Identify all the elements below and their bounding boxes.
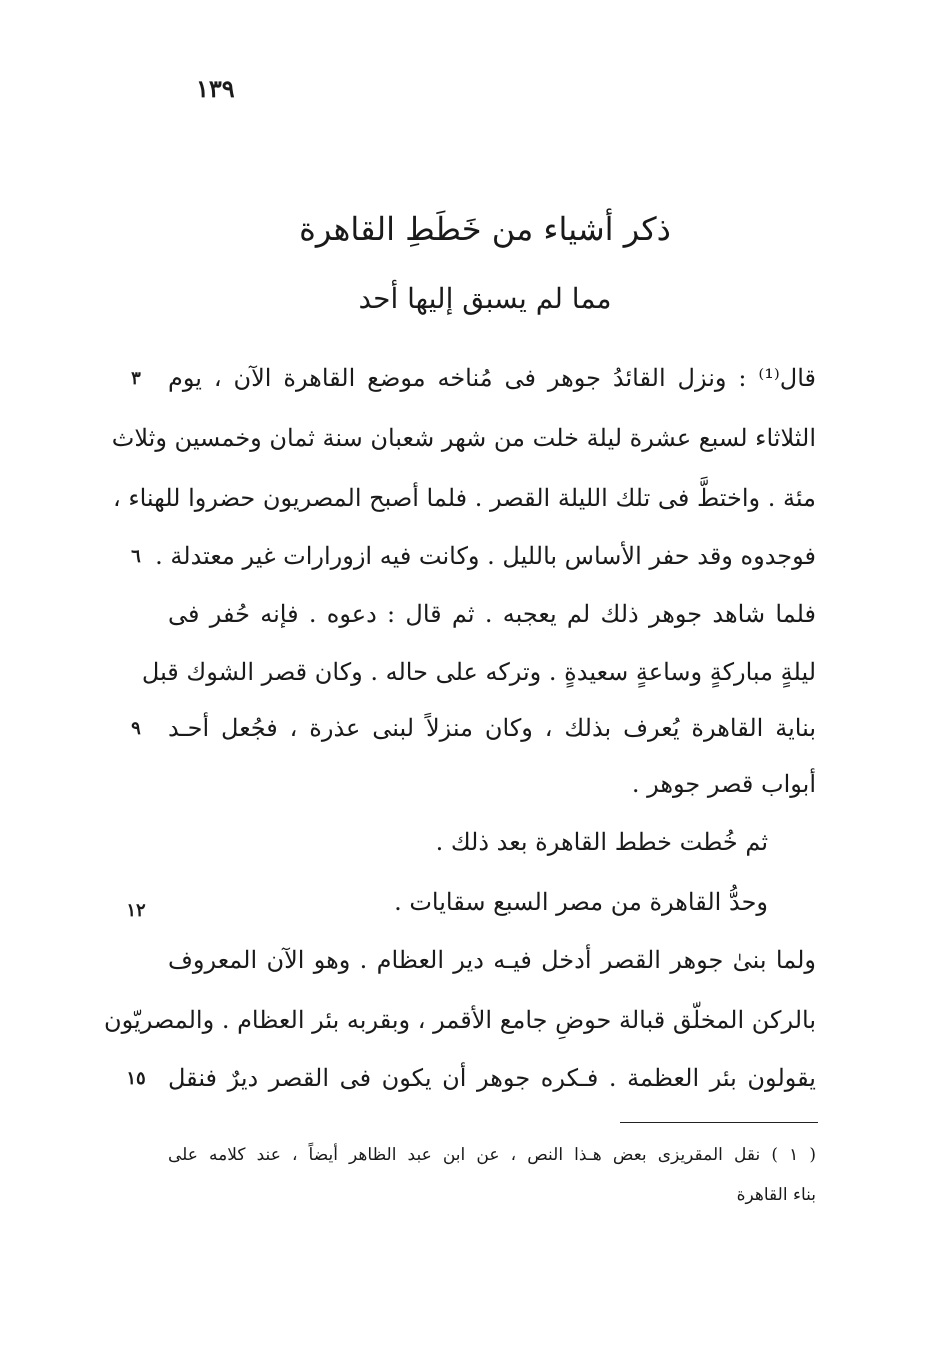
body-line-8: أبواب قصر جوهر .	[631, 770, 816, 798]
line-number: ٣	[131, 368, 141, 389]
body-line-1: قال⁽¹⁾ : ونزل القائدُ جوهر فى مُناخه موضع القاهرة الآن ، يوم	[168, 364, 816, 392]
body-line-13: يقولون بئر العظمة . فـكره جوهر أن يكون فى القصر ديرٌ فنقل	[168, 1064, 816, 1092]
body-line-5: فلما شاهد جوهر ذلك لم يعجبه . ثم قال : دعوه . فإنه حُفر فى	[168, 600, 816, 628]
body-line-6: ليلةٍ مباركةٍ وساعةٍ سعيدةٍ . وتركه على حاله . وكان قصر الشوك قبل	[141, 658, 816, 686]
footnote-line-2: بناء القاهرة	[736, 1185, 816, 1205]
section-title: ذكر أشياء من خَطَطِ القاهرة	[299, 210, 671, 248]
footnote-divider	[620, 1122, 818, 1123]
body-line-2: الثلاثاء لسبع عشرة ليلة خلت من شهر شعبان سنة ثمان وخمسين وثلاث	[111, 424, 816, 452]
footnote-line-1: ( ١ ) نقل المقريزى بعض هـذا النص ، عن ابن عبد الظاهر أيضاً ، عند كلامه على	[168, 1145, 816, 1165]
body-line-11: ولما بنىٰ جوهر القصر أدخل فيـه دير العظام . وهو الآن المعروف	[168, 946, 816, 974]
body-line-4: فوجدوه وقد حفر الأساس بالليل . وكانت فيه ازورارات غير معتدلة .	[155, 542, 816, 570]
body-line-3: مئة . واختطَّ فى تلك الليلة القصر . فلما أصبح المصريون حضروا للهناء ،	[112, 484, 816, 512]
line-number: ٩	[131, 718, 141, 739]
body-line-9: ثم خُطت خطط القاهرة بعد ذلك .	[435, 828, 768, 856]
page-number: ١٣٩	[196, 74, 235, 103]
body-line-7: بناية القاهرة يُعرف بذلك ، وكان منزلاً لبنى عذرة ، فجُعل أحـد	[168, 714, 816, 742]
line-number: ١٥	[126, 1068, 146, 1089]
body-line-10: وحدُّ القاهرة من مصر السبع سقايات .	[394, 888, 768, 916]
line-number: ١٢	[126, 900, 146, 921]
section-subtitle: مما لم يسبق إليها أحد	[358, 282, 612, 315]
body-line-12: بالركن المخلّق قبالة حوضِ جامع الأقمر ، وبقربه بئر العظام . والمصريّون	[103, 1006, 816, 1034]
line-number: ٦	[131, 546, 141, 567]
